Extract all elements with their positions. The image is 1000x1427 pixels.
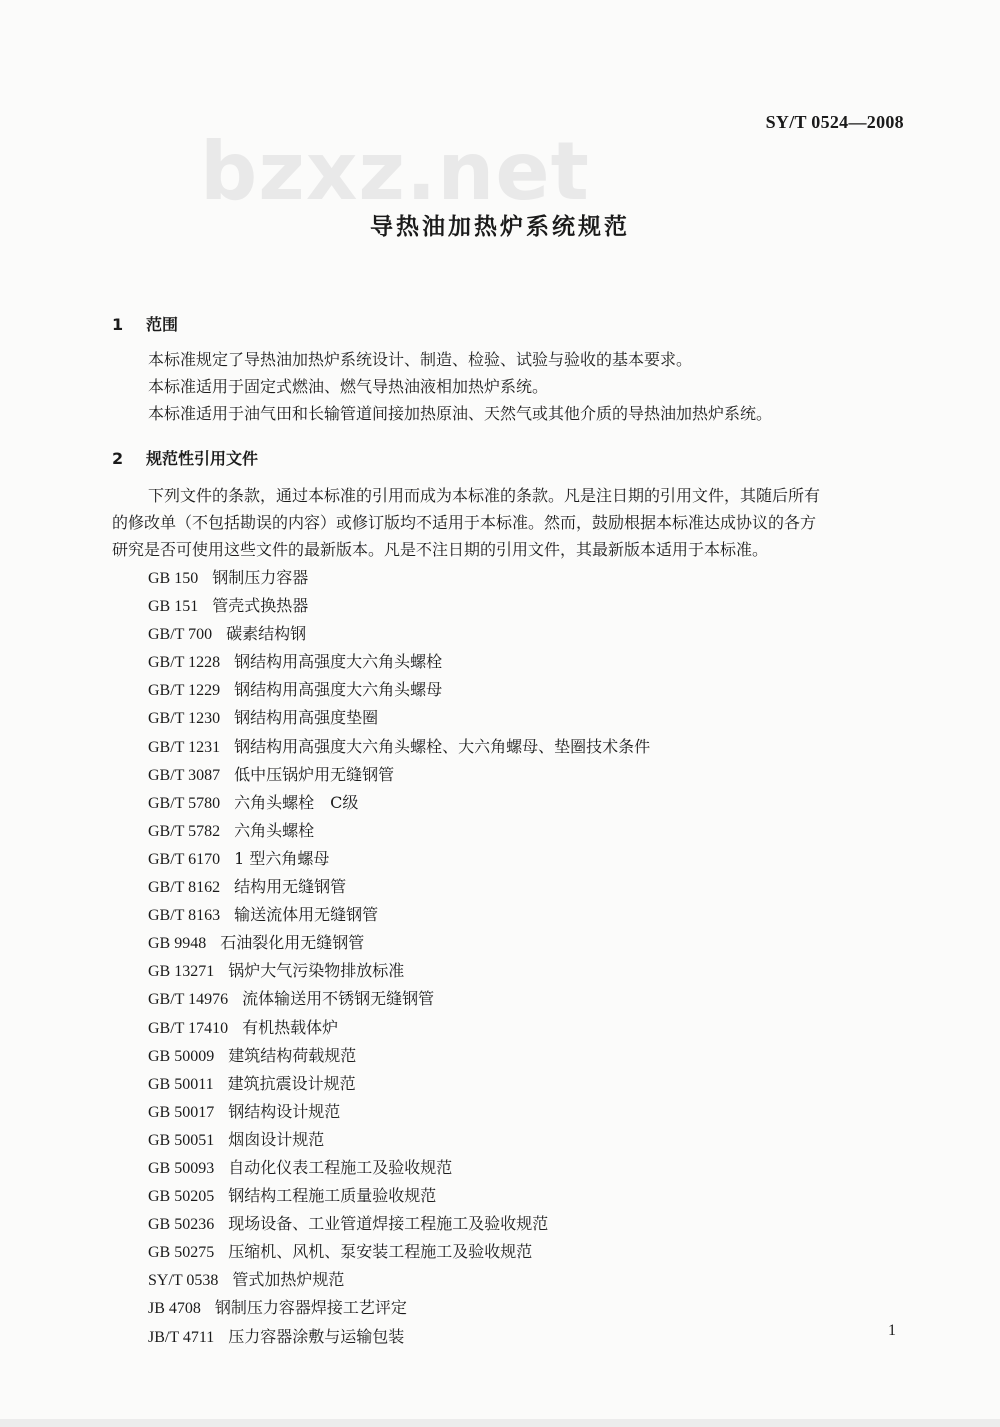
section-1-number: 1 bbox=[112, 315, 124, 334]
reference-item bbox=[148, 1042, 650, 1070]
section-1-paragraph: 本标准适用于固定式燃油、燃气导热油液相加热炉系统。 bbox=[148, 377, 549, 396]
scan-edge bbox=[0, 1419, 1000, 1427]
reference-title: 低中压锅炉用无缝钢管 bbox=[234, 764, 395, 784]
reference-title: 钢结构用高强度垫圈 bbox=[234, 708, 379, 728]
section-1-paragraph: 本标准适用于油气田和长输管道间接加热原油、天然气或其他介质的导热油加热炉系统。 bbox=[148, 404, 773, 423]
reference-title: 钢结构用高强度大六角头螺栓 bbox=[234, 652, 443, 672]
reference-code: GB/T 17410 bbox=[148, 1019, 229, 1037]
reference-code: GB 13271 bbox=[148, 963, 215, 981]
reference-title: 锅炉大气污染物排放标准 bbox=[228, 961, 405, 981]
reference-item bbox=[148, 620, 650, 648]
section-2-intro bbox=[112, 482, 912, 563]
reference-title: 现场设备、工业管道焊接工程施工及验收规范 bbox=[228, 1214, 549, 1234]
reference-item bbox=[148, 1070, 650, 1098]
reference-item bbox=[148, 817, 650, 845]
reference-title: 有机热载体炉 bbox=[242, 1017, 339, 1037]
reference-code: GB 50205 bbox=[148, 1188, 215, 1206]
reference-title: 钢结构用高强度大六角头螺栓、大六角螺母、垫圈技术条件 bbox=[234, 736, 651, 756]
reference-title: 钢制压力容器 bbox=[212, 568, 309, 587]
reference-code: GB 50017 bbox=[148, 1103, 215, 1121]
reference-code: GB/T 1228 bbox=[148, 654, 221, 672]
reference-item bbox=[148, 1294, 650, 1322]
reference-code: GB/T 5782 bbox=[148, 822, 221, 840]
reference-item bbox=[148, 1154, 650, 1182]
reference-title: 1 型六角螺母 bbox=[234, 848, 330, 868]
reference-item bbox=[148, 789, 650, 817]
reference-title: 建筑结构荷载规范 bbox=[228, 1045, 357, 1065]
reference-code: GB 9948 bbox=[148, 935, 207, 953]
reference-code: GB 50093 bbox=[148, 1159, 215, 1177]
reference-item bbox=[148, 929, 650, 957]
reference-title: 管壳式换热器 bbox=[212, 596, 309, 616]
reference-item bbox=[148, 1323, 650, 1351]
reference-title: 六角头螺栓 bbox=[234, 820, 315, 840]
reference-code: GB/T 1230 bbox=[148, 710, 221, 728]
section-1-heading bbox=[112, 312, 178, 335]
reference-title: 管式加热炉规范 bbox=[232, 1270, 345, 1290]
reference-title: 输送流体用无缝钢管 bbox=[234, 905, 379, 925]
reference-title: 碳素结构钢 bbox=[226, 624, 307, 644]
reference-title: 烟囱设计规范 bbox=[228, 1129, 325, 1149]
reference-title: 压力容器涂敷与运输包装 bbox=[228, 1326, 405, 1346]
section-2-intro-line: 的修改单（不包括勘误的内容）或修订版均不适用于本标准。然而，鼓励根据本标准达成协议的各方 bbox=[112, 513, 817, 532]
reference-item bbox=[148, 1210, 650, 1238]
reference-code: GB/T 8163 bbox=[148, 907, 221, 925]
reference-item bbox=[148, 873, 650, 901]
reference-item bbox=[148, 985, 650, 1013]
reference-title: 自动化仪表工程施工及验收规范 bbox=[228, 1157, 453, 1177]
reference-code: GB/T 14976 bbox=[148, 991, 229, 1009]
document-title: 导热油加热炉系统规范 bbox=[370, 214, 630, 240]
reference-title: 钢结构用高强度大六角头螺母 bbox=[234, 680, 443, 700]
reference-code: GB/T 8162 bbox=[148, 879, 221, 897]
reference-item bbox=[148, 1182, 650, 1210]
reference-title: 钢结构工程施工质量验收规范 bbox=[228, 1186, 437, 1206]
reference-item bbox=[148, 957, 650, 985]
page-number: 1 bbox=[888, 1322, 896, 1339]
section-1-paragraph: 本标准规定了导热油加热炉系统设计、制造、检验、试验与验收的基本要求。 bbox=[148, 350, 693, 369]
reference-code: GB/T 1229 bbox=[148, 682, 221, 700]
reference-code: GB 150 bbox=[148, 570, 199, 587]
reference-code: GB 151 bbox=[148, 598, 199, 616]
reference-title: 六角头螺栓 C级 bbox=[234, 792, 359, 812]
reference-code: JB 4708 bbox=[148, 1300, 201, 1318]
reference-item bbox=[148, 761, 650, 789]
reference-code: SY/T 0538 bbox=[148, 1272, 219, 1290]
reference-item bbox=[148, 648, 650, 676]
reference-title: 流体输送用不锈钢无缝钢管 bbox=[242, 989, 435, 1009]
section-2-intro-line: 研究是否可使用这些文件的最新版本。凡是不注日期的引用文件，其最新版本适用于本标准。 bbox=[112, 540, 769, 559]
reference-code: GB 50275 bbox=[148, 1244, 215, 1262]
reference-item bbox=[148, 1126, 650, 1154]
reference-item bbox=[148, 564, 650, 592]
section-2-heading bbox=[112, 446, 258, 469]
reference-title: 建筑抗震设计规范 bbox=[227, 1073, 356, 1093]
reference-item bbox=[148, 676, 650, 704]
reference-item bbox=[148, 592, 650, 620]
section-2-number: 2 bbox=[112, 449, 124, 468]
standard-code: SY/T 0524—2008 bbox=[765, 112, 904, 132]
reference-item bbox=[148, 845, 650, 873]
reference-item bbox=[148, 901, 650, 929]
reference-item bbox=[148, 1266, 650, 1294]
reference-code: GB 50009 bbox=[148, 1047, 215, 1065]
reference-item bbox=[148, 704, 650, 732]
reference-title: 钢结构设计规范 bbox=[228, 1101, 341, 1121]
reference-item bbox=[148, 1098, 650, 1126]
reference-code: GB/T 5780 bbox=[148, 794, 221, 812]
reference-code: GB 50051 bbox=[148, 1131, 215, 1149]
section-2-intro-line: 下列文件的条款，通过本标准的引用而成为本标准的条款。凡是注日期的引用文件，其随后所有 bbox=[148, 486, 821, 505]
reference-item bbox=[148, 1014, 650, 1042]
reference-item bbox=[148, 1238, 650, 1266]
reference-item bbox=[148, 733, 650, 761]
reference-title: 石油裂化用无缝钢管 bbox=[220, 933, 365, 953]
reference-title: 结构用无缝钢管 bbox=[234, 877, 347, 897]
section-1-body bbox=[112, 346, 912, 427]
reference-code: GB/T 700 bbox=[148, 626, 213, 644]
watermark: bzxz.net bbox=[200, 125, 590, 218]
reference-code: GB 50011 bbox=[148, 1075, 214, 1093]
section-2-title: 规范性引用文件 bbox=[146, 449, 259, 468]
reference-title: 压缩机、风机、泵安装工程施工及验收规范 bbox=[228, 1242, 533, 1262]
section-1-title: 范围 bbox=[146, 315, 179, 334]
reference-code: GB/T 6170 bbox=[148, 850, 221, 868]
reference-list bbox=[148, 564, 650, 1351]
reference-code: GB/T 1231 bbox=[148, 738, 221, 756]
reference-code: GB 50236 bbox=[148, 1216, 215, 1234]
reference-title: 钢制压力容器焊接工艺评定 bbox=[214, 1298, 407, 1318]
reference-code: GB/T 3087 bbox=[148, 766, 221, 784]
reference-code: JB/T 4711 bbox=[148, 1328, 215, 1346]
